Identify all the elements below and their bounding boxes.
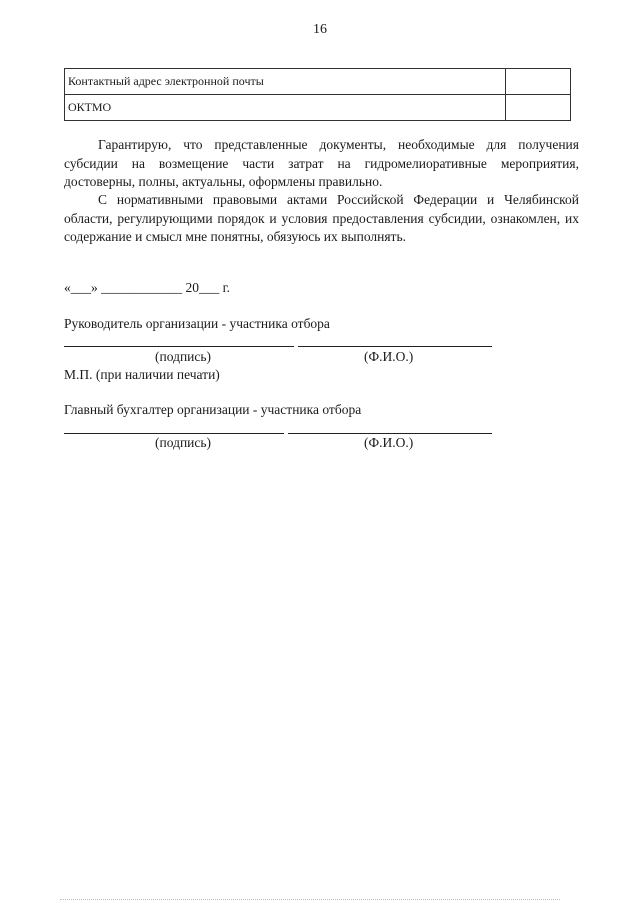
scan-edge-mark (60, 899, 560, 900)
accountant-signature-line (64, 433, 284, 434)
page-number: 16 (313, 22, 327, 37)
accountant-signature-caption: (подпись) (155, 435, 212, 450)
table-cell-label: Контактный адрес электронной почты (65, 69, 506, 95)
accountant-title: Главный бухгалтер организации - участника отбора (64, 402, 362, 417)
date-line: «___» ____________ 20___ г. (64, 280, 231, 295)
table-cell-value (506, 69, 571, 95)
table-row-oktmo (65, 95, 571, 121)
accountant-name-caption: (Ф.И.О.) (364, 435, 414, 450)
accountant-name-line (288, 433, 492, 434)
head-name-caption: (Ф.И.О.) (364, 349, 414, 364)
head-title: Руководитель организации - участника отбора (64, 316, 330, 331)
table-row-email (65, 69, 571, 95)
guarantee-paragraph: Гарантирую, что представленные документы, необходимые для получения субсидии на возмещение части затрат на гидромелиоративные мероприятия, достоверны, полны, актуальны, оформлены правильно. (64, 137, 579, 189)
applicant-info-table (64, 68, 571, 121)
table-cell-value (506, 95, 571, 121)
head-signature-line (64, 346, 294, 347)
stamp-note: М.П. (при наличии печати) (64, 367, 220, 382)
head-name-line (298, 346, 492, 347)
acknowledgement-paragraph: С нормативными правовыми актами Российской Федерации и Челябинской области, регулирующими порядок и условия предоставления субсидии, ознакомлен, их содержание и смысл мне понятны, обязуюсь их выполнять. (64, 192, 579, 244)
head-signature-caption: (подпись) (155, 349, 212, 364)
table-cell-label: ОКТМО (65, 95, 506, 121)
